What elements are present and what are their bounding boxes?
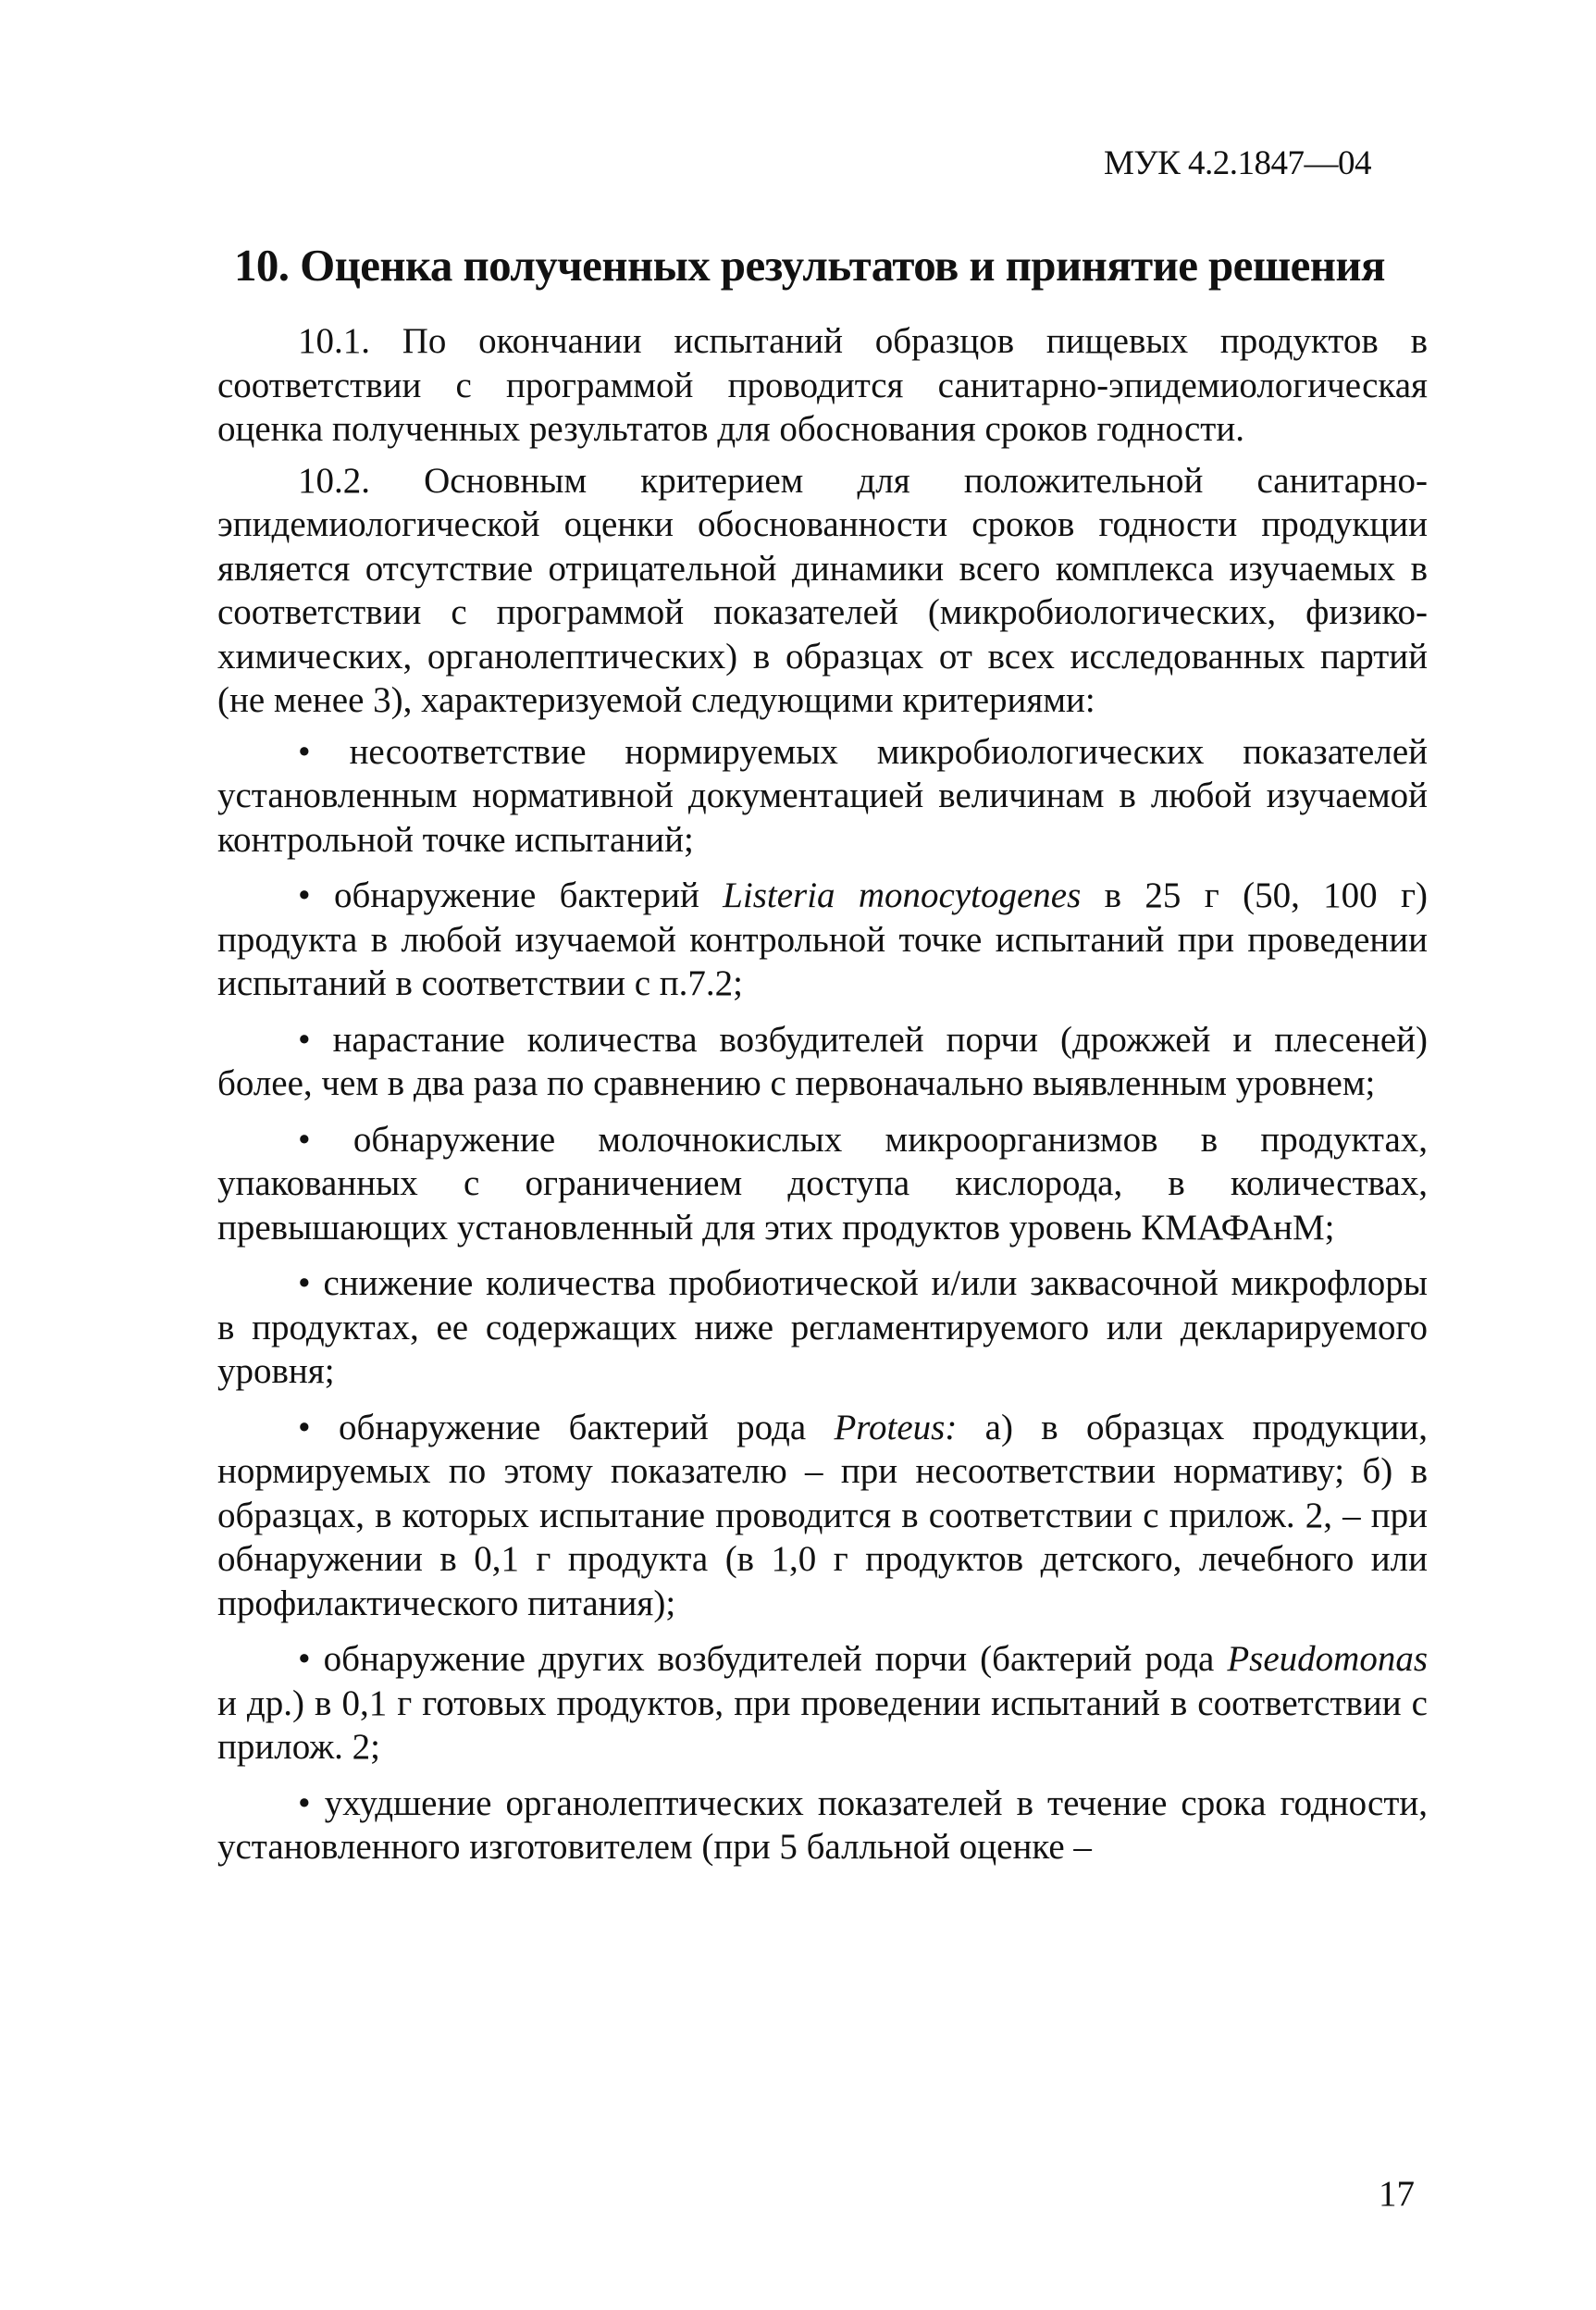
criterion-item-3 xyxy=(217,1018,1428,1106)
criterion-item-8 xyxy=(217,1782,1428,1869)
bullet-icon: • xyxy=(298,731,311,772)
document-code-header: МУК 4.2.1847—04 xyxy=(1103,144,1371,182)
organism-name: Proteus: xyxy=(834,1407,958,1447)
section-title: 10. Оценка полученных результатов и принятие решения xyxy=(234,240,1385,291)
page-number: 17 xyxy=(1379,2174,1415,2214)
criterion-text: и др.) в 0,1 г готовых продуктов, при проведении испытаний в соответствии с прилож. 2; xyxy=(217,1683,1428,1767)
criterion-text: обнаружение бактерий рода xyxy=(338,1407,807,1447)
criterion-text: а) в образцах продукции, нормируемых по этому показателю – при несоответствии нормативу; б) в образцах, в которых испытание проводится в соответствии с прилож. 2, – при обнаружении в 0,1 г продукта (в 1,0 г продуктов детского, лечебного или профилактического питания); xyxy=(217,1407,1428,1623)
criterion-text: в 25 г (50, 100 г) продукта в любой изучаемой контрольной точке испытаний при проведении испытаний в соответствии с п.7.2; xyxy=(217,876,1428,1003)
bullet-icon: • xyxy=(298,876,311,915)
criterion-item-1 xyxy=(217,730,1428,863)
bullet-icon: • xyxy=(298,1019,311,1060)
bullet-icon: • xyxy=(298,1407,311,1447)
bullet-icon: • xyxy=(298,1119,311,1160)
criterion-item-7 xyxy=(217,1637,1428,1770)
criterion-text: снижение количества пробиотической и/или заквасочной микрофлоры в продуктах, ее содержащих ниже регламентируемого или декларируемого уровня; xyxy=(217,1263,1429,1391)
bullet-icon: • xyxy=(298,1639,311,1679)
criterion-item-5 xyxy=(217,1261,1428,1394)
criterion-item-6 xyxy=(217,1406,1428,1626)
criterion-item-4 xyxy=(217,1118,1428,1250)
organism-name: Listeria monocytogenes xyxy=(723,876,1082,915)
criterion-text: обнаружение других возбудителей порчи (бактерий рода xyxy=(323,1639,1215,1679)
bullet-icon: • xyxy=(298,1782,311,1823)
body-text xyxy=(217,319,1428,1882)
criterion-text: ухудшение органолептических показателей в течение срока годности, установленного изготовителем (при 5 балльной оценке – xyxy=(217,1782,1429,1867)
criterion-text: нарастание количества возбудителей порчи (дрожжей и плесеней) более, чем в два раза по сравнению с первоначально выявленным уровнем; xyxy=(217,1019,1428,1103)
criterion-text: обнаружение молочнокислых микроорганизмов в продуктах, упакованных с ограничением доступа кислорода, в количествах, превышающих установленный для этих продуктов уровень КМАФАнМ; xyxy=(217,1119,1429,1248)
criterion-text: обнаружение бактерий xyxy=(334,876,699,915)
organism-name: Pseudomonas xyxy=(1227,1639,1429,1679)
paragraph-10-1: 10.1. По окончании испытаний образцов пищевых продуктов в соответствии с программой проводится санитарно-эпидемиологическая оценка полученных результатов для обоснования сроков годности. xyxy=(217,321,1428,449)
criterion-text: несоответствие нормируемых микробиологических показателей установленным нормативной документацией величинам в любой изучаемой контрольной точке испытаний; xyxy=(217,731,1429,860)
bullet-icon: • xyxy=(298,1263,311,1303)
paragraph-10-2: 10.2. Основным критерием для положительной санитарно-эпидемиологической оценки обоснованности сроков годности продукции является отсутствие отрицательной динамики всего комплекса изучаемых в соответствии с программой показателей (микробиологических, физико-химических, органолептических) в образцах от всех исследованных партий (не менее 3), характеризуемой следующими критериями: xyxy=(217,460,1428,720)
criterion-item-2 xyxy=(217,874,1428,1006)
